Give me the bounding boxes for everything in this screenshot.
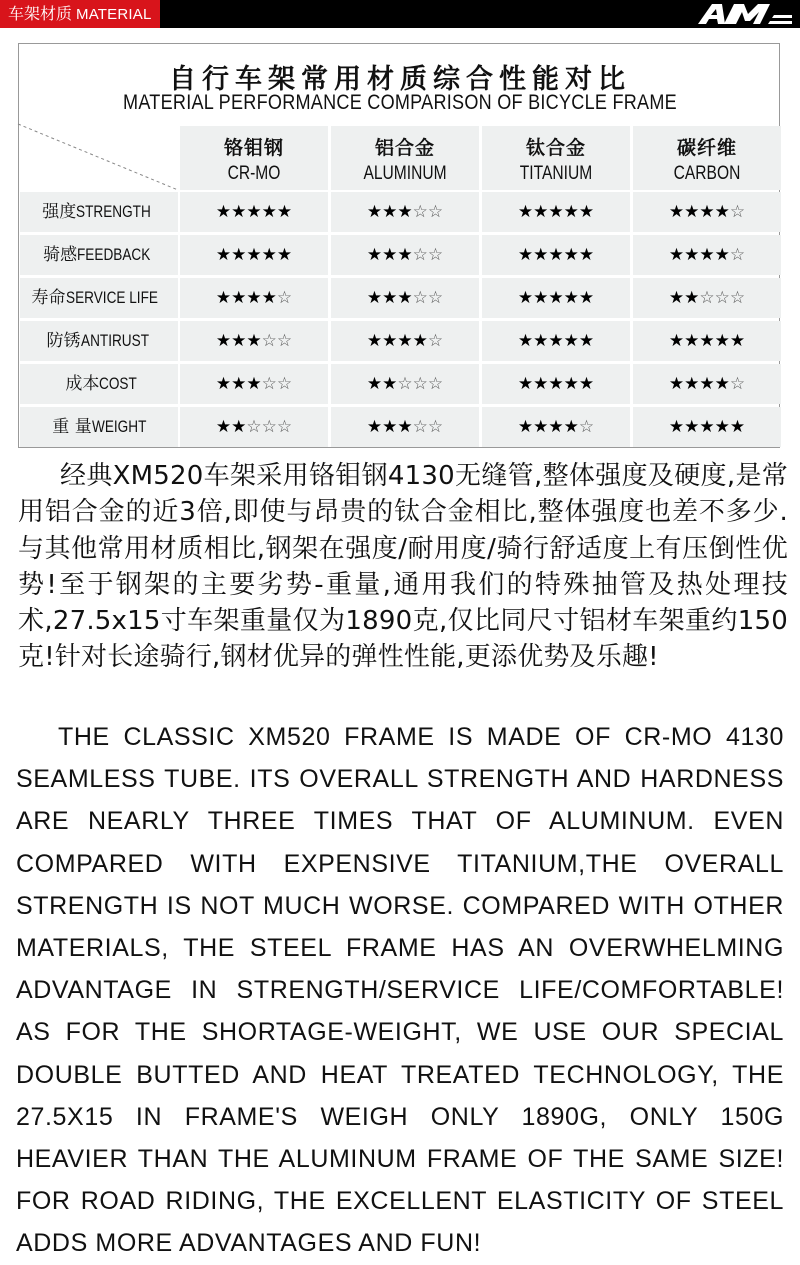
star-filled-icon: ★ bbox=[231, 202, 247, 222]
rating-cell bbox=[482, 321, 630, 361]
column-header-en: CR-MO bbox=[227, 163, 281, 184]
star-filled-icon: ★ bbox=[548, 202, 564, 222]
rating-cell bbox=[482, 192, 630, 232]
star-empty-icon: ☆ bbox=[276, 331, 293, 351]
row-label-cn: 重 量 bbox=[52, 417, 92, 437]
star-filled-icon: ★ bbox=[699, 417, 715, 437]
star-empty-icon: ☆ bbox=[427, 245, 444, 265]
star-empty-icon: ☆ bbox=[261, 374, 277, 394]
star-empty-icon: ☆ bbox=[729, 288, 746, 308]
star-filled-icon: ★ bbox=[533, 202, 549, 222]
star-filled-icon: ★ bbox=[714, 245, 730, 265]
rating-cell bbox=[331, 364, 479, 404]
star-filled-icon: ★ bbox=[699, 245, 715, 265]
star-filled-icon: ★ bbox=[382, 288, 398, 308]
star-empty-icon: ☆ bbox=[261, 331, 277, 351]
star-filled-icon: ★ bbox=[215, 374, 232, 394]
star-filled-icon: ★ bbox=[276, 245, 293, 265]
star-filled-icon: ★ bbox=[548, 331, 564, 351]
star-filled-icon: ★ bbox=[215, 331, 232, 351]
star-filled-icon: ★ bbox=[578, 288, 595, 308]
star-filled-icon: ★ bbox=[382, 202, 398, 222]
star-filled-icon: ★ bbox=[563, 288, 579, 308]
star-empty-icon: ☆ bbox=[729, 245, 746, 265]
star-filled-icon: ★ bbox=[714, 202, 730, 222]
row-label-en: SERVICE LIFE bbox=[65, 288, 158, 307]
star-filled-icon: ★ bbox=[684, 288, 700, 308]
star-filled-icon: ★ bbox=[684, 245, 700, 265]
star-filled-icon: ★ bbox=[563, 417, 579, 437]
star-filled-icon: ★ bbox=[397, 202, 413, 222]
star-filled-icon: ★ bbox=[668, 331, 685, 351]
star-filled-icon: ★ bbox=[533, 374, 549, 394]
star-empty-icon: ☆ bbox=[729, 202, 746, 222]
star-filled-icon: ★ bbox=[231, 331, 247, 351]
star-filled-icon: ★ bbox=[714, 331, 730, 351]
star-filled-icon: ★ bbox=[668, 417, 685, 437]
star-filled-icon: ★ bbox=[517, 245, 534, 265]
star-filled-icon: ★ bbox=[578, 202, 595, 222]
star-filled-icon: ★ bbox=[231, 374, 247, 394]
star-filled-icon: ★ bbox=[729, 331, 746, 351]
column-header-en: ALUMINUM bbox=[363, 163, 447, 184]
star-filled-icon: ★ bbox=[533, 417, 549, 437]
star-empty-icon: ☆ bbox=[427, 417, 444, 437]
table-corner-diagonal bbox=[18, 124, 178, 190]
rating-cell bbox=[482, 278, 630, 318]
row-label-cn: 成本 bbox=[65, 374, 100, 394]
star-filled-icon: ★ bbox=[668, 202, 685, 222]
star-empty-icon: ☆ bbox=[276, 288, 293, 308]
column-header-cn: 碳纤维 bbox=[676, 137, 737, 159]
star-filled-icon: ★ bbox=[215, 202, 232, 222]
am-logo bbox=[698, 2, 792, 26]
star-empty-icon: ☆ bbox=[412, 417, 428, 437]
star-filled-icon: ★ bbox=[548, 417, 564, 437]
column-header-en: CARBON bbox=[673, 163, 741, 184]
rating-cell bbox=[180, 235, 328, 275]
star-filled-icon: ★ bbox=[231, 288, 247, 308]
row-label-cn: 防锈 bbox=[46, 331, 81, 351]
row-label-cn: 寿命 bbox=[31, 288, 66, 308]
star-filled-icon: ★ bbox=[276, 202, 293, 222]
star-filled-icon: ★ bbox=[246, 288, 262, 308]
star-filled-icon: ★ bbox=[215, 245, 232, 265]
star-filled-icon: ★ bbox=[231, 245, 247, 265]
star-filled-icon: ★ bbox=[699, 374, 715, 394]
column-header bbox=[180, 126, 328, 190]
row-label bbox=[20, 407, 178, 447]
rating-cell bbox=[331, 407, 479, 447]
star-filled-icon: ★ bbox=[517, 288, 534, 308]
column-header-cn: 铬钼钢 bbox=[223, 137, 284, 159]
star-filled-icon: ★ bbox=[246, 245, 262, 265]
star-filled-icon: ★ bbox=[517, 417, 534, 437]
star-filled-icon: ★ bbox=[261, 245, 277, 265]
star-filled-icon: ★ bbox=[563, 202, 579, 222]
rating-cell bbox=[180, 407, 328, 447]
rating-cell bbox=[633, 321, 781, 361]
star-filled-icon: ★ bbox=[684, 202, 700, 222]
star-filled-icon: ★ bbox=[397, 288, 413, 308]
star-empty-icon: ☆ bbox=[261, 417, 277, 437]
star-filled-icon: ★ bbox=[578, 331, 595, 351]
table-title-en: MATERIAL PERFORMANCE COMPARISON OF BICYCLE FRAME bbox=[123, 91, 677, 114]
column-header-cn: 铝合金 bbox=[374, 137, 435, 159]
star-filled-icon: ★ bbox=[246, 202, 262, 222]
column-header-en: TITANIUM bbox=[519, 163, 593, 184]
star-empty-icon: ☆ bbox=[397, 374, 413, 394]
row-label bbox=[20, 235, 178, 275]
star-filled-icon: ★ bbox=[397, 245, 413, 265]
row-label bbox=[20, 321, 178, 361]
star-empty-icon: ☆ bbox=[729, 374, 746, 394]
star-filled-icon: ★ bbox=[215, 288, 232, 308]
row-label-en: WEIGHT bbox=[91, 417, 147, 436]
description-cn: 经典XM520车架采用铬钼钢4130无缝管,整体强度及硬度,是常用铝合金的近3倍,即使与昂贵的钛合金相比,整体强度也差不多少.与其他常用材质相比,钢架在强度/耐用度/骑行舒适度上有压倒性优势!至于钢架的主要劣势-重量,通用我们的特殊抽管及热处理技术,27.5x15寸车架重量仅为1890克,仅比同尺寸铝材车架重约150克!针对长途骑行,钢材优异的弹性性能,更添优势及乐趣! bbox=[18, 461, 788, 673]
rating-cell bbox=[482, 407, 630, 447]
row-label-cn: 骑感 bbox=[43, 245, 78, 265]
section-tag bbox=[0, 0, 160, 28]
star-filled-icon: ★ bbox=[517, 374, 534, 394]
star-filled-icon: ★ bbox=[563, 374, 579, 394]
star-empty-icon: ☆ bbox=[427, 331, 444, 351]
star-filled-icon: ★ bbox=[366, 331, 383, 351]
column-header bbox=[331, 126, 479, 190]
star-filled-icon: ★ bbox=[517, 331, 534, 351]
star-filled-icon: ★ bbox=[684, 374, 700, 394]
row-label bbox=[20, 364, 178, 404]
star-filled-icon: ★ bbox=[548, 288, 564, 308]
star-filled-icon: ★ bbox=[578, 374, 595, 394]
star-filled-icon: ★ bbox=[533, 245, 549, 265]
row-label-en: STRENGTH bbox=[76, 202, 152, 221]
star-filled-icon: ★ bbox=[533, 331, 549, 351]
star-filled-icon: ★ bbox=[231, 417, 247, 437]
star-filled-icon: ★ bbox=[548, 374, 564, 394]
rating-cell bbox=[633, 364, 781, 404]
rating-cell bbox=[331, 278, 479, 318]
row-label-en: COST bbox=[99, 374, 138, 393]
star-empty-icon: ☆ bbox=[699, 288, 715, 308]
star-filled-icon: ★ bbox=[397, 417, 413, 437]
star-filled-icon: ★ bbox=[382, 331, 398, 351]
row-label bbox=[20, 192, 178, 232]
column-header bbox=[633, 126, 781, 190]
star-filled-icon: ★ bbox=[261, 288, 277, 308]
rating-cell bbox=[331, 235, 479, 275]
star-filled-icon: ★ bbox=[699, 331, 715, 351]
rating-cell bbox=[180, 364, 328, 404]
star-filled-icon: ★ bbox=[714, 417, 730, 437]
star-empty-icon: ☆ bbox=[427, 288, 444, 308]
star-filled-icon: ★ bbox=[397, 331, 413, 351]
star-empty-icon: ☆ bbox=[412, 202, 428, 222]
rating-cell bbox=[180, 278, 328, 318]
rating-cell bbox=[180, 321, 328, 361]
header-bar bbox=[0, 0, 800, 28]
rating-cell bbox=[180, 192, 328, 232]
star-filled-icon: ★ bbox=[382, 374, 398, 394]
star-empty-icon: ☆ bbox=[412, 374, 428, 394]
row-label-en: ANTIRUST bbox=[80, 331, 149, 350]
star-empty-icon: ☆ bbox=[412, 245, 428, 265]
star-filled-icon: ★ bbox=[668, 288, 685, 308]
star-filled-icon: ★ bbox=[246, 331, 262, 351]
rating-cell bbox=[633, 235, 781, 275]
star-empty-icon: ☆ bbox=[578, 417, 595, 437]
row-label-en: FEEDBACK bbox=[77, 245, 151, 264]
rating-cell bbox=[633, 192, 781, 232]
star-empty-icon: ☆ bbox=[714, 288, 730, 308]
star-empty-icon: ☆ bbox=[246, 417, 262, 437]
star-empty-icon: ☆ bbox=[427, 202, 444, 222]
row-label bbox=[20, 278, 178, 318]
star-filled-icon: ★ bbox=[366, 417, 383, 437]
star-filled-icon: ★ bbox=[578, 245, 595, 265]
star-filled-icon: ★ bbox=[714, 374, 730, 394]
rating-cell bbox=[482, 235, 630, 275]
column-header bbox=[482, 126, 630, 190]
star-filled-icon: ★ bbox=[366, 288, 383, 308]
star-filled-icon: ★ bbox=[729, 417, 746, 437]
star-filled-icon: ★ bbox=[261, 202, 277, 222]
star-empty-icon: ☆ bbox=[427, 374, 444, 394]
column-header-cn: 钛合金 bbox=[525, 137, 586, 159]
star-filled-icon: ★ bbox=[382, 245, 398, 265]
star-filled-icon: ★ bbox=[382, 417, 398, 437]
star-filled-icon: ★ bbox=[517, 202, 534, 222]
rating-cell bbox=[482, 364, 630, 404]
section-tag-cn: 车架材质 bbox=[8, 4, 73, 23]
star-filled-icon: ★ bbox=[366, 245, 383, 265]
star-filled-icon: ★ bbox=[699, 202, 715, 222]
rating-cell bbox=[633, 407, 781, 447]
star-filled-icon: ★ bbox=[668, 245, 685, 265]
star-filled-icon: ★ bbox=[412, 331, 428, 351]
star-filled-icon: ★ bbox=[366, 374, 383, 394]
rating-cell bbox=[331, 192, 479, 232]
star-empty-icon: ☆ bbox=[276, 417, 293, 437]
star-filled-icon: ★ bbox=[533, 288, 549, 308]
star-filled-icon: ★ bbox=[668, 374, 685, 394]
row-label-cn: 强度 bbox=[42, 202, 77, 222]
star-filled-icon: ★ bbox=[684, 417, 700, 437]
section-tag-en: MATERIAL bbox=[76, 6, 152, 23]
star-filled-icon: ★ bbox=[684, 331, 700, 351]
rating-cell bbox=[331, 321, 479, 361]
star-empty-icon: ☆ bbox=[412, 288, 428, 308]
description-en: THE CLASSIC XM520 FRAME IS MADE OF CR-MO 4130 SEAMLESS TUBE. ITS OVERALL STRENGTH AND HARDNESS ARE NEARLY THREE TIMES THAT OF ALUMINUM. EVEN COMPARED WITH EXPENSIVE TITANIUM,THE OVERALL STRENGTH IS NOT MUCH WORSE. COMPARED WITH OTHER MATERIALS, THE STEEL FRAME HAS AN OVERWHELMING ADVANTAGE IN STRENGTH/SERVICE LIFE/COMFORTABLE! AS FOR THE SHORTAGE-WEIGHT, WE USE OUR SPECIAL DOUBLE BUTTED AND HEAT TREATED TECHNOLOGY, THE 27.5X15 IN FRAME'S WEIGH ONLY 1890G, ONLY 150G HEAVIER THAN THE ALUMINUM FRAME OF THE SAME SIZE! FOR ROAD RIDING, THE EXCELLENT ELASTICITY OF STEEL ADDS MORE ADVANTAGES AND FUN! bbox=[16, 723, 784, 1258]
star-filled-icon: ★ bbox=[215, 417, 232, 437]
star-empty-icon: ☆ bbox=[276, 374, 293, 394]
star-filled-icon: ★ bbox=[246, 374, 262, 394]
star-filled-icon: ★ bbox=[366, 202, 383, 222]
star-filled-icon: ★ bbox=[563, 245, 579, 265]
star-filled-icon: ★ bbox=[548, 245, 564, 265]
rating-cell bbox=[633, 278, 781, 318]
star-filled-icon: ★ bbox=[563, 331, 579, 351]
table-title-cn: 自行车架常用材质综合性能对比 bbox=[169, 64, 631, 95]
